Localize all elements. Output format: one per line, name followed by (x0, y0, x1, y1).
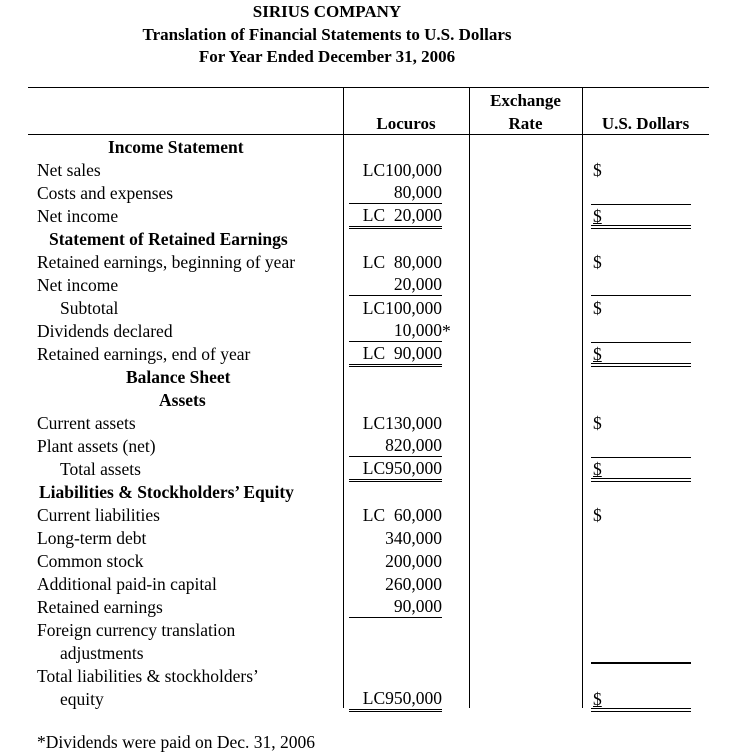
section-row (0, 228, 734, 251)
row-label: Total liabilities & stockholders’ (37, 666, 259, 686)
row-amount: 340,000 (385, 528, 442, 548)
row-label: Additional paid-in capital (37, 574, 217, 594)
row-amount: 90,000 (349, 596, 442, 618)
table-row (0, 619, 734, 642)
column-header-rate: Rate (508, 114, 543, 133)
section-title-income-statement: Income Statement (108, 137, 244, 157)
row-label: Retained earnings, beginning of year (37, 252, 296, 272)
dollar-sign: $ (593, 413, 602, 433)
table-row (0, 527, 734, 550)
footnote: *Dividends were paid on Dec. 31, 2006 (37, 732, 315, 752)
row-label: Total assets (60, 459, 141, 479)
row-amount: LC100,000 (362, 160, 442, 180)
report-title: Translation of Financial Statements to U.S. Dollars (142, 25, 512, 44)
row-amount: LC 60,000 (362, 505, 442, 525)
section-row (0, 481, 734, 504)
row-label: Dividends declared (37, 321, 173, 341)
row-label: Net income (37, 206, 119, 226)
dollar-sign: $ (593, 505, 602, 525)
row-amount: LC100,000 (362, 298, 442, 318)
dollar-sign: $ (593, 252, 602, 272)
dollar-sign: $ (593, 459, 602, 479)
row-label: Common stock (37, 551, 144, 571)
dollar-sign: $ (593, 160, 602, 180)
dollar-sign: $ (593, 344, 602, 364)
section-title-balance-sheet: Balance Sheet (126, 367, 231, 387)
section-title-retained-earnings: Statement of Retained Earnings (49, 229, 288, 249)
table-row (0, 297, 734, 320)
section-row (0, 136, 734, 159)
dollar-sign: $ (593, 206, 602, 226)
table-row (0, 435, 734, 458)
table-row (0, 182, 734, 205)
usd-double-underline (591, 708, 691, 712)
row-amount: LC 80,000 (362, 252, 442, 272)
column-header-usd: U.S. Dollars (601, 114, 690, 133)
report-period: For Year Ended December 31, 2006 (198, 47, 456, 66)
row-label: Retained earnings (37, 597, 163, 617)
table-row (0, 320, 734, 343)
row-amount: 10,000 (349, 320, 442, 342)
row-label: Net income (37, 275, 119, 295)
table-row (0, 573, 734, 596)
row-amount: LC950,000 (349, 688, 442, 712)
column-header-exchange: Exchange (490, 91, 561, 110)
table-row (0, 596, 734, 619)
table-row (0, 504, 734, 527)
usd-underline (591, 662, 691, 664)
dollar-sign: $ (593, 298, 602, 318)
row-label: Costs and expenses (37, 183, 174, 203)
row-amount: 80,000 (349, 182, 442, 204)
row-label: Current assets (37, 413, 136, 433)
company-name: SIRIUS COMPANY (252, 2, 402, 21)
dollar-sign: $ (593, 689, 602, 709)
row-label: Current liabilities (37, 505, 160, 525)
row-label: Long-term debt (37, 528, 147, 548)
section-title-assets: Assets (159, 390, 206, 410)
table-top-rule (28, 87, 709, 88)
row-amount: 20,000 (349, 274, 442, 296)
row-label: equity (60, 689, 104, 709)
table-row (0, 412, 734, 435)
section-row (0, 366, 734, 389)
table-row (0, 274, 734, 297)
row-amount: 200,000 (385, 551, 442, 571)
table-row (0, 665, 734, 688)
row-label: Plant assets (net) (37, 436, 156, 456)
section-row (0, 389, 734, 412)
row-amount: 260,000 (385, 574, 442, 594)
row-amount: LC130,000 (362, 413, 442, 433)
row-label: Net sales (37, 160, 101, 180)
section-title-liabilities-equity: Liabilities & Stockholders’ Equity (39, 482, 294, 502)
row-label: adjustments (60, 643, 144, 663)
footnote-marker: * (442, 321, 451, 341)
row-label: Subtotal (60, 298, 119, 318)
table-row (0, 550, 734, 573)
row-amount: 820,000 (349, 435, 442, 457)
row-label: Foreign currency translation (37, 620, 236, 640)
table-row (0, 159, 734, 182)
row-amount: LC 20,000 (349, 205, 442, 229)
row-label: Retained earnings, end of year (37, 344, 251, 364)
table-header-rule (28, 134, 709, 135)
column-header-locuros: Locuros (376, 114, 436, 133)
row-amount: LC950,000 (349, 458, 442, 482)
table-row (0, 251, 734, 274)
row-amount: LC 90,000 (349, 343, 442, 367)
